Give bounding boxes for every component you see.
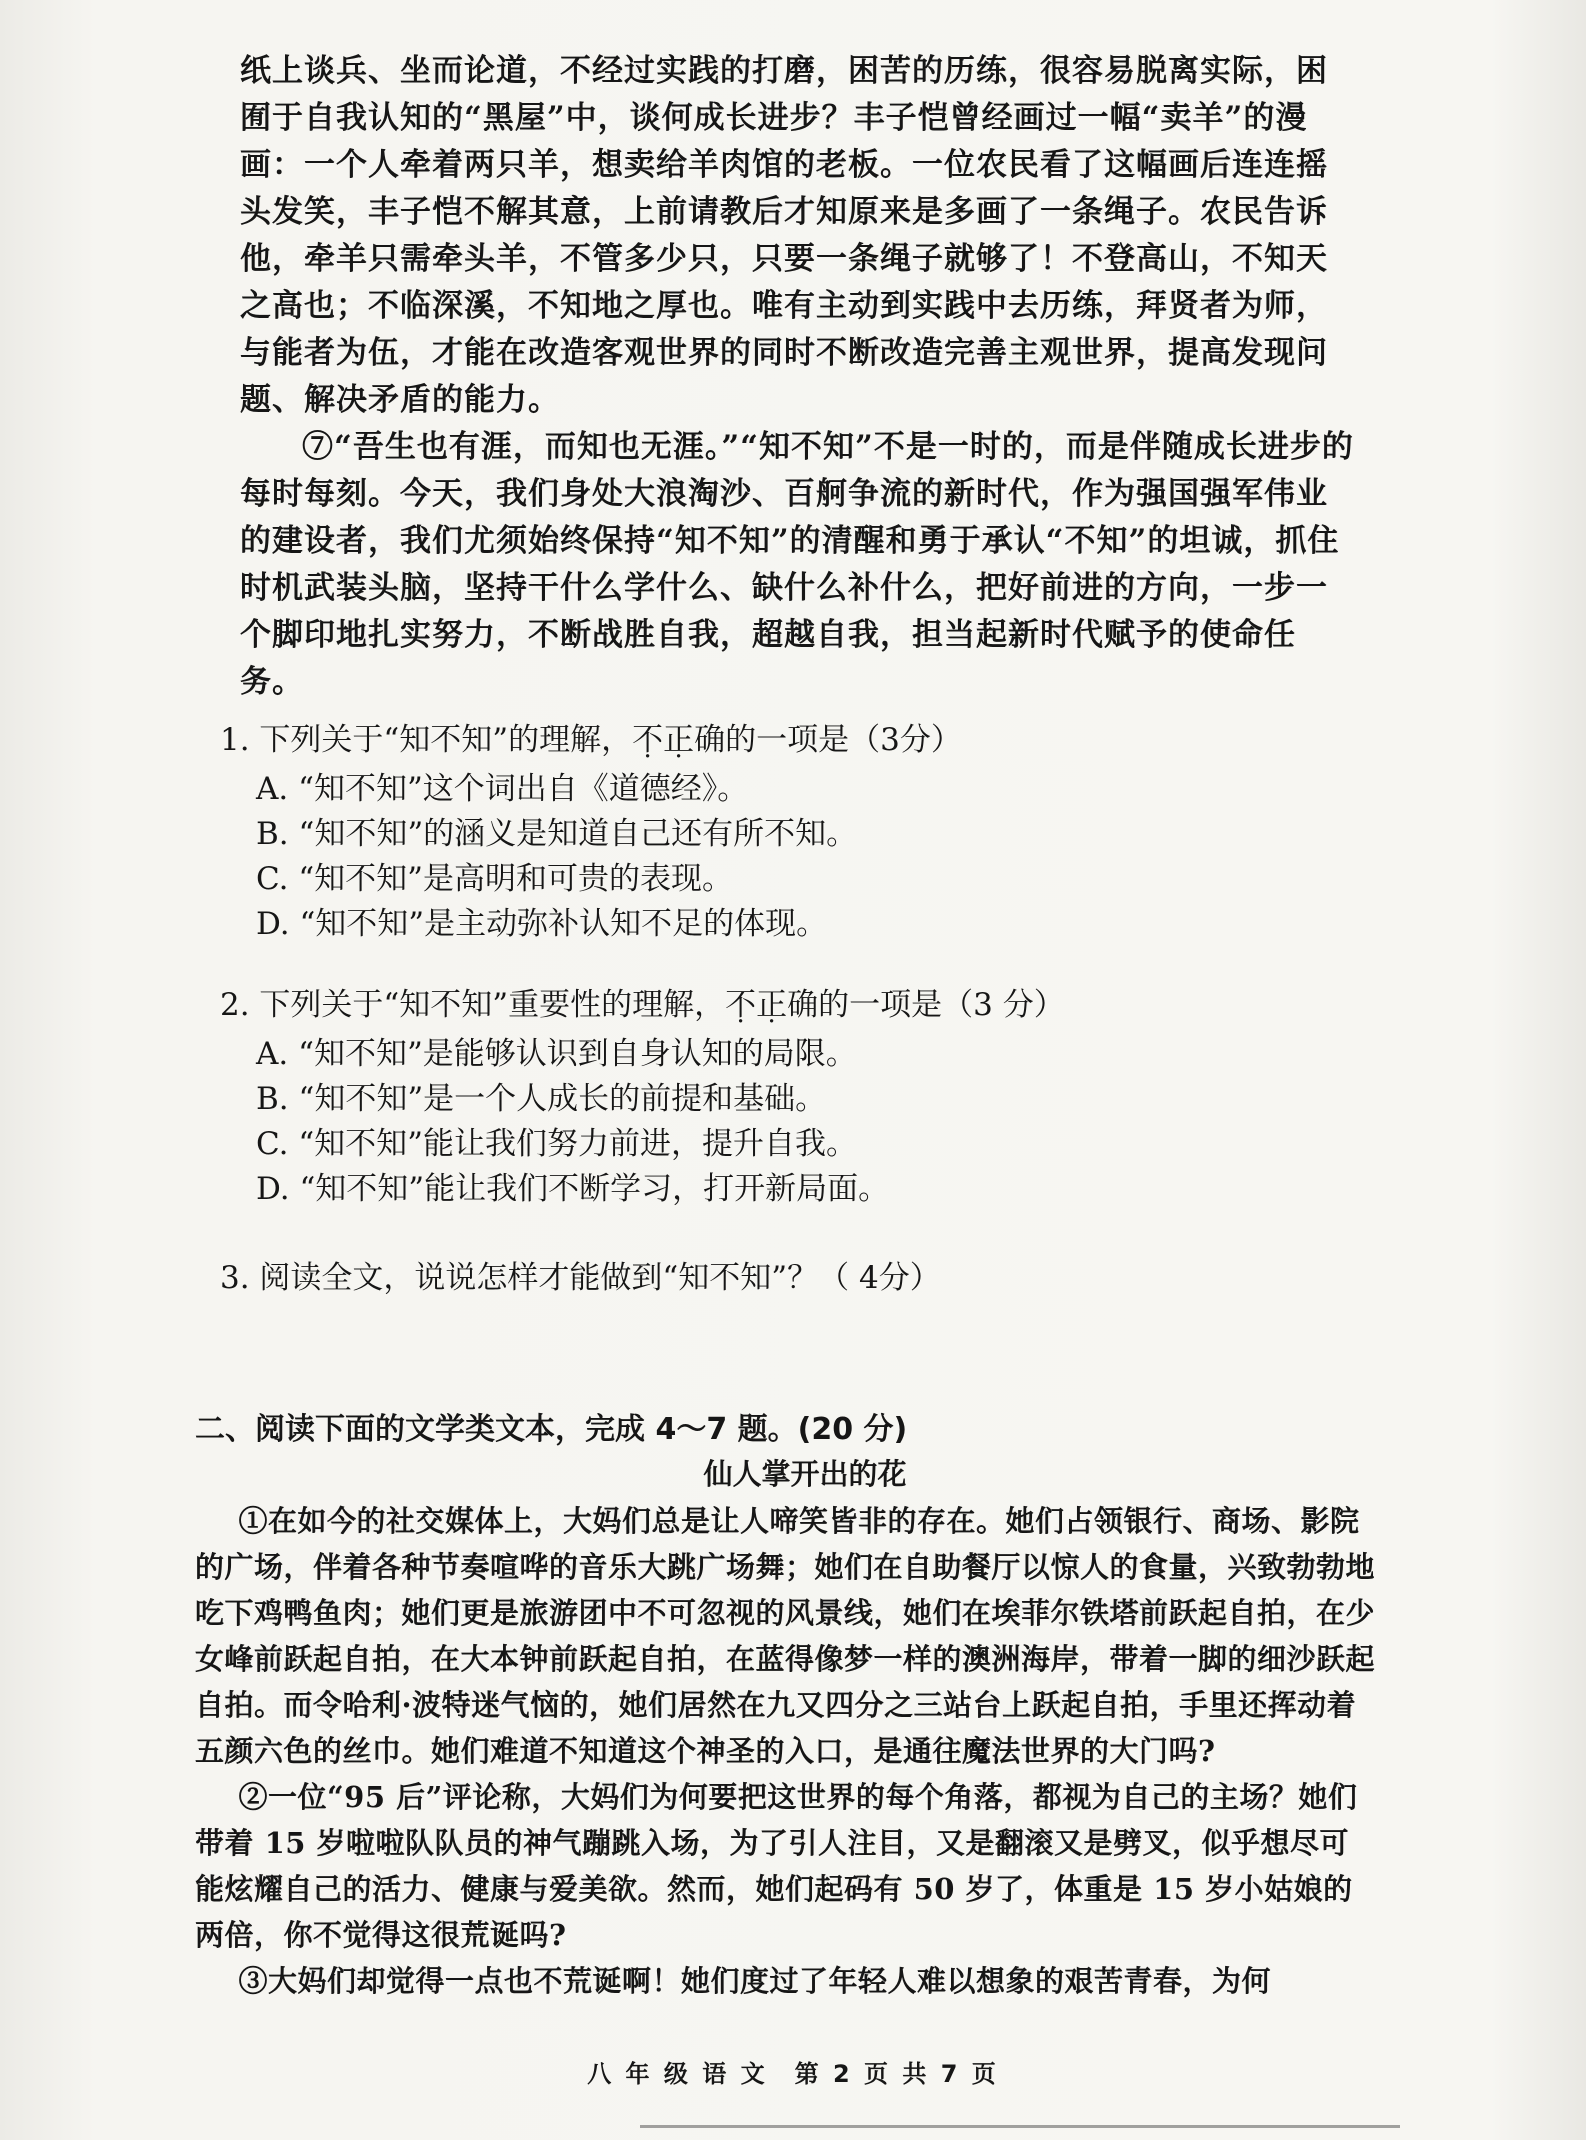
emphasis-char: 不 [632,722,664,758]
question-3-stem: 3. 阅读全文，说说怎样才能做到“知不知”？（ 4分） [220,1260,941,1296]
emphasis-char: 确 [787,987,819,1023]
question-2-option-b: B. “知不知”是一个人成长的前提和基础。 [256,1081,827,1117]
question-1-option-d: D. “知不知”是主动弥补认知不足的体现。 [256,906,828,942]
question-2-stem [220,983,1360,1028]
emphasis-char: 正 [756,987,788,1023]
question-2-emphasis [725,987,818,1023]
question-2-stem-post: 的一项是（3 分） [818,987,1065,1023]
question-1-stem-pre: 1. 下列关于“知不知”的理解， [220,722,633,758]
page-footer: 八 年 级 语 文 第 2 页 共 7 页 [587,2060,999,2088]
question-2-option-c: C. “知不知”能让我们努力前进，提升自我。 [256,1126,858,1162]
page-edge-line [640,2125,1400,2128]
section-2-paragraph-2: ②一位“95 后”评论称，大妈们为何要把这世界的每个角落，都视为自己的主场？她们带着 15 岁啦啦队队员的神气蹦跳入场，为了引人注目，又是翻滚又是劈叉，似乎想尽可能炫耀自己的活力、健康与爱美欲。然而，她们起码有 50 岁了，体重是 15 岁小姑娘的两倍，你不觉得这很荒诞吗? [195,1780,1358,1952]
question-2-stem-pre: 2. 下列关于“知不知”重要性的理解， [220,987,726,1023]
passage-part1 [240,48,1358,706]
emphasis-char: 正 [663,722,695,758]
question-1-option-a: A. “知不知”这个词出自《道德经》。 [256,771,749,807]
section-2 [195,1408,1375,2004]
question-1-stem-post: 的一项是（3分） [725,722,962,758]
question-1-emphasis [632,722,725,758]
question-1-option-c: C. “知不知”是高明和可贵的表现。 [256,861,734,897]
question-1-option-b: B. “知不知”的涵义是知道自己还有所不知。 [256,816,858,852]
question-2-option-a: A. “知不知”是能够认识到自身认知的局限。 [256,1036,857,1072]
question-1-stem [220,718,1360,763]
emphasis-char: 不 [725,987,757,1023]
section-2-paragraph-1: ①在如今的社交媒体上，大妈们总是让人啼笑皆非的存在。她们占领银行、商场、影院的广场，伴着各种节奏喧哗的音乐大跳广场舞；她们在自助餐厅以惊人的食量，兴致勃勃地吃下鸡鸭鱼肉；她们更是旅游团中不可忽视的风景线，她们在埃菲尔铁塔前跃起自拍，在少女峰前跃起自拍，在大本钟前跃起自拍，在蓝得像梦一样的澳洲海岸，带着一脚的细沙跃起自拍。而令哈利·波特迷气恼的，她们居然在九又四分之三站台上跃起自拍，手里还挥动着五颜六色的丝巾。她们难道不知道这个神圣的入口，是通往魔法世界的大门吗? [195,1504,1376,1768]
question-list [220,718,1360,1325]
passage-paragraph-continued: 纸上谈兵、坐而论道，不经过实践的打磨，困苦的历练，很容易脱离实际，困囿于自我认知的“黑屋”中，谈何成长进步？丰子恺曾经画过一幅“卖羊”的漫画：一个人牵着两只羊，想卖给羊肉馆的老板。一位农民看了这幅画后连连摇头发笑，丰子恺不解其意，上前请教后才知原来是多画了一条绳子。农民告诉他，牵羊只需牵头羊，不管多少只，只要一条绳子就够了！不登高山，不知天之高也；不临深溪，不知地之厚也。唯有主动到实践中去历练，拜贤者为师，与能者为伍，才能在改造客观世界的同时不断改造完善主观世界，提高发现问题、解决矛盾的能力。 [240,53,1328,418]
passage-paragraph-7: ⑦“吾生也有涯，而知也无涯。”“知不知”不是一时的，而是伴随成长进步的每时每刻。今天，我们身处大浪淘沙、百舸争流的新时代，作为强国强军伟业的建设者，我们尤须始终保持“知不知”的清醒和勇于承认“不知”的坦诚，抓住时机武装头脑，坚持干什么学什么、缺什么补什么，把好前进的方向，一步一个脚印地扎实努力，不断战胜自我，超越自我，担当起新时代赋予的使命任务。 [240,429,1354,700]
question-2 [220,983,1360,1212]
emphasis-char: 确 [694,722,726,758]
section-2-paragraph-3: ③大妈们却觉得一点也不荒诞啊！她们度过了年轻人难以想象的艰苦青春，为何 [238,1964,1272,1998]
question-1 [220,718,1360,947]
question-2-option-d: D. “知不知”能让我们不断学习，打开新局面。 [256,1171,890,1207]
question-3 [220,1256,1360,1301]
section-2-body [195,1498,1375,2004]
section-2-heading: 二、阅读下面的文学类文本，完成 4～7 题。(20 分) [195,1412,908,1447]
section-2-title: 仙人掌开出的花 [703,1457,907,1491]
